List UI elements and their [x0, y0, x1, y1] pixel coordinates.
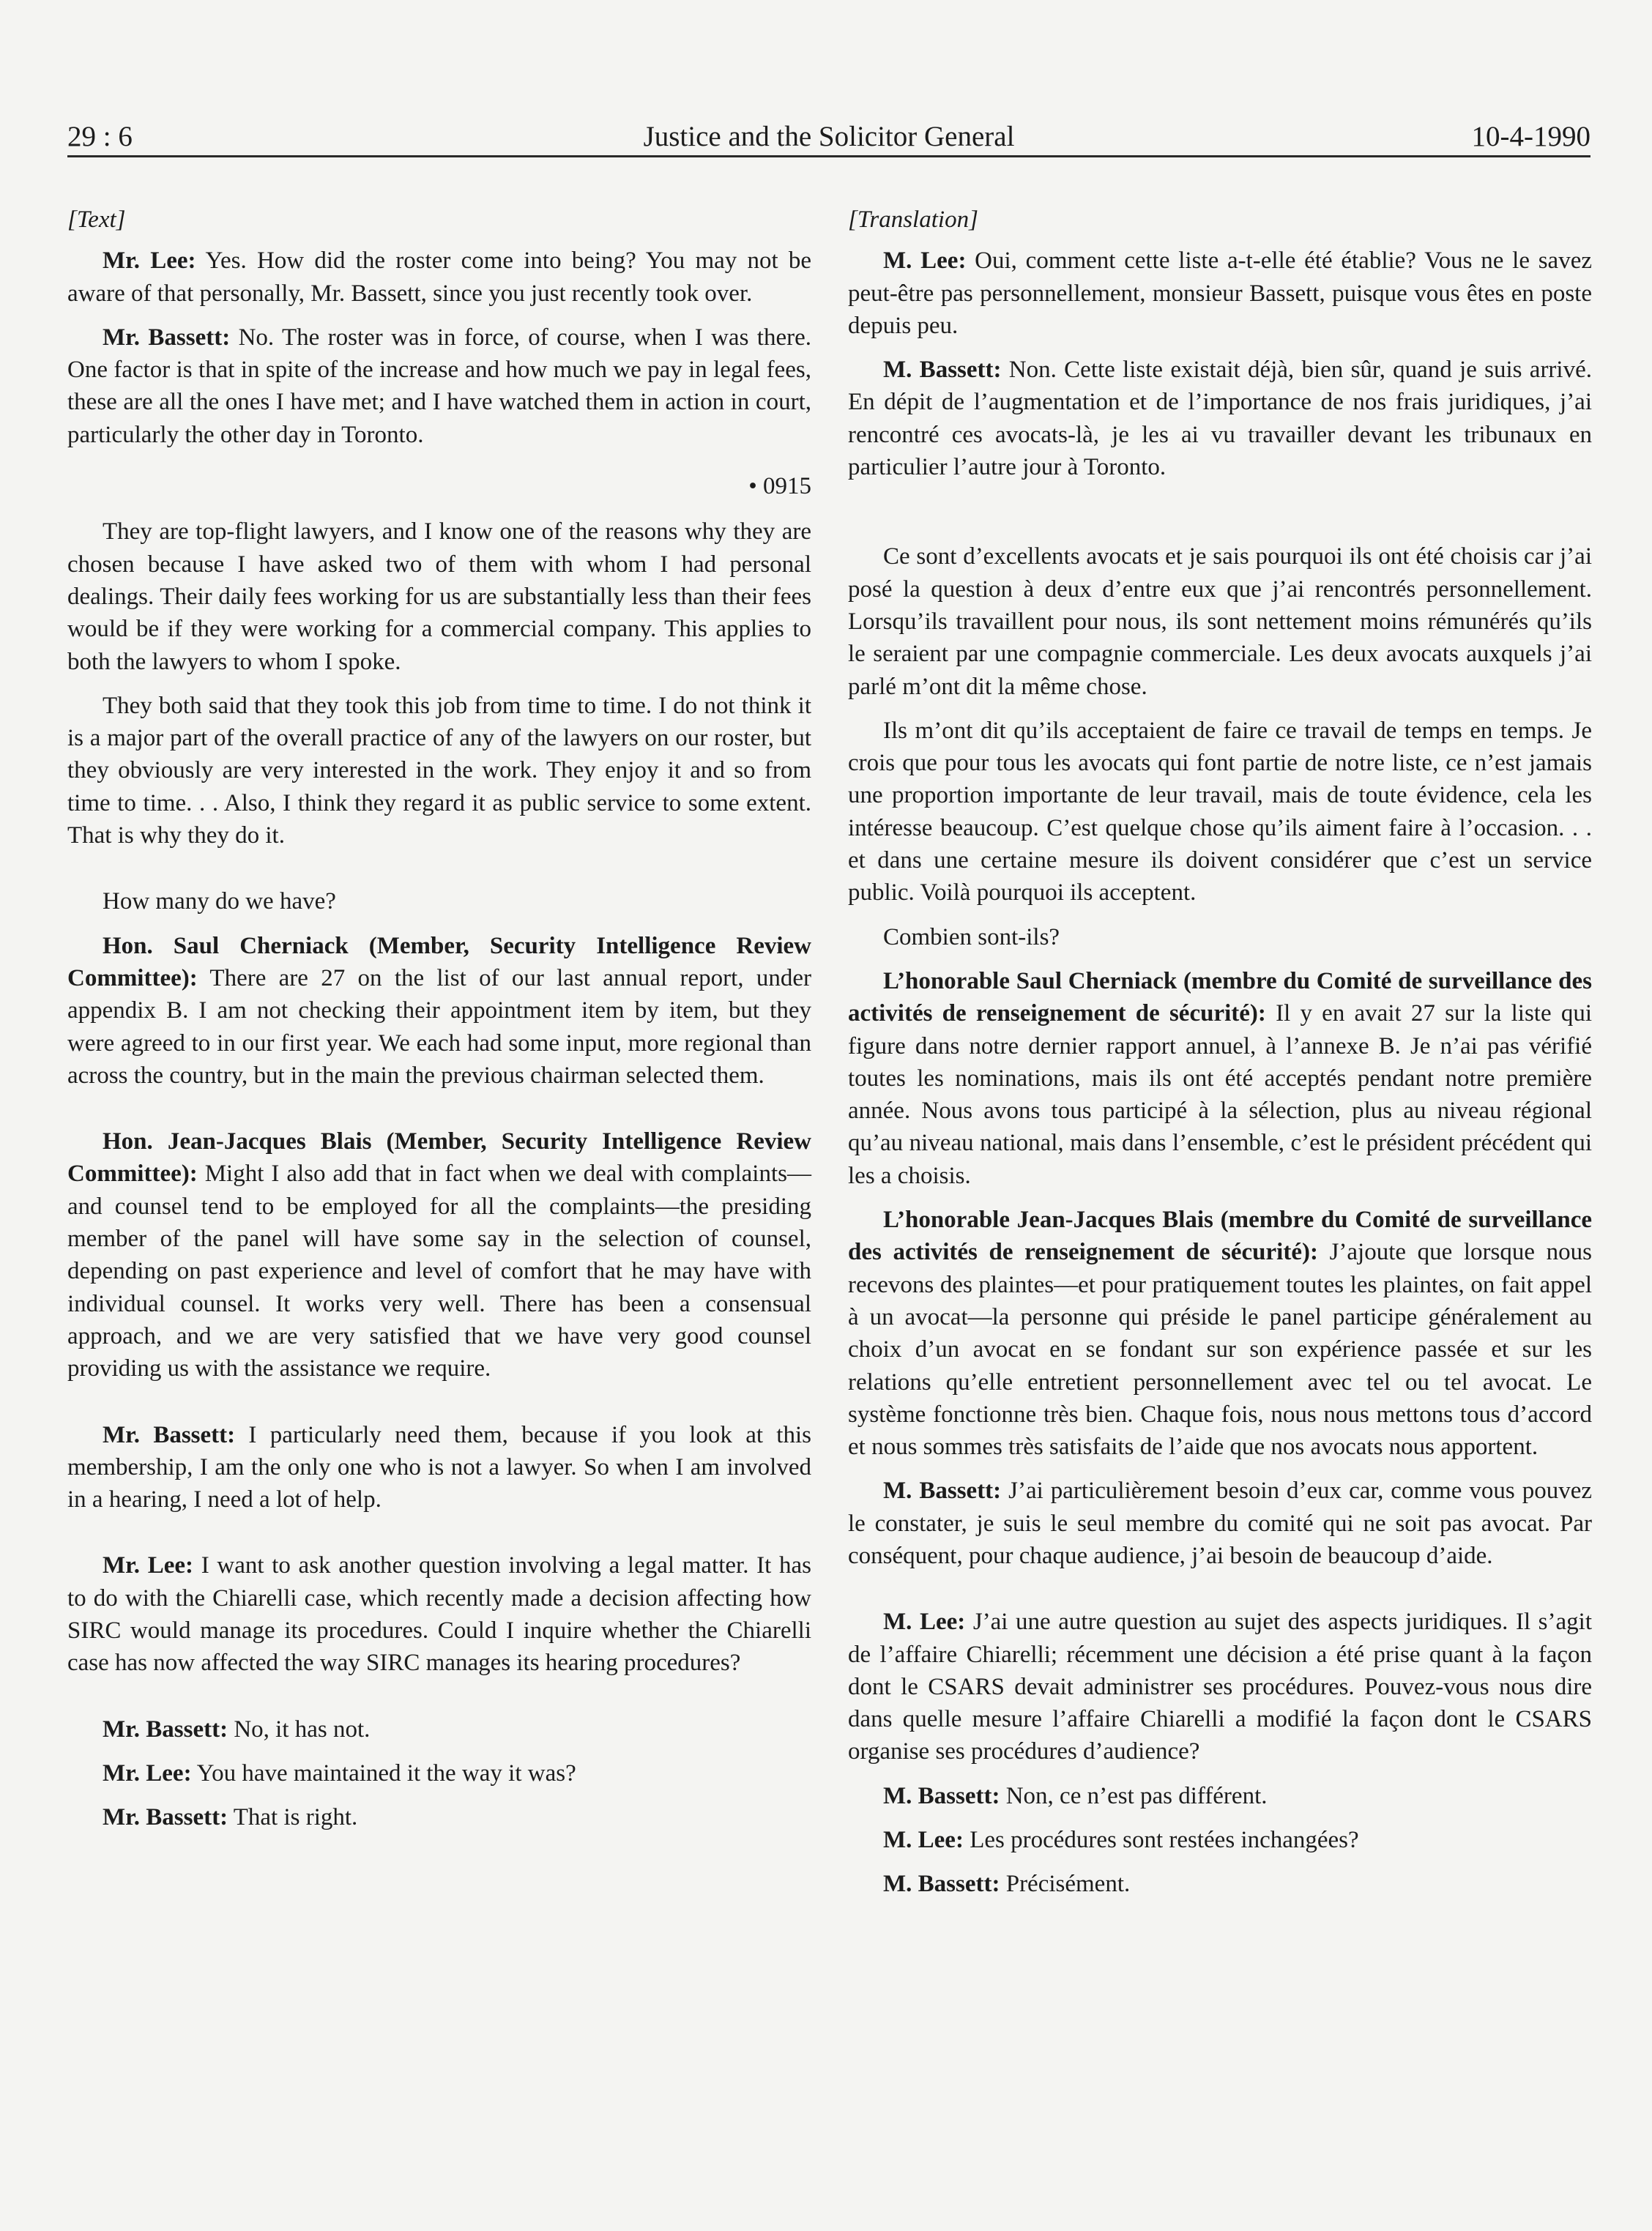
- speaker-name: Hon. Jean-Jacques Blais (Member, Security Intelligence Review Committee):: [67, 1128, 811, 1188]
- paragraph: [848, 921, 1592, 953]
- speaker-name: Mr. Bassett:: [103, 1804, 228, 1831]
- paragraph: [848, 354, 1592, 483]
- speaker-name: L’honorable Jean-Jacques Blais (membre du Comité de surveillance des activités de renseignement de sécurité):: [848, 1207, 1592, 1266]
- paragraph-text: Il y en avait 27 sur la liste qui figure dans notre dernier rapport annuel, à l’annexe B. Je n’ai pas vérifié toutes les nominations, mais ils ont été acceptés pendant notre première année. Nous avons tous participé à la sélection, plus au niveau régional qu’au niveau national, mais dans l’ensemble, c’est le président précédent qui les a choisis.: [848, 1000, 1592, 1189]
- speaker-name: M. Bassett:: [883, 357, 1002, 384]
- paragraph: [67, 1125, 811, 1385]
- paragraph: [67, 1549, 811, 1679]
- paragraph-text: They are top-flight lawyers, and I know one of the reasons why they are chosen because I have asked two of them with whom I had personal dealings. Their daily fees working for us are substantially less than their fees would be if they were working for a commercial company. This applies to both the lawyers to whom I spoke.: [67, 518, 811, 675]
- speaker-name: M. Bassett:: [883, 1782, 1000, 1809]
- paragraph: [848, 715, 1592, 909]
- paragraph-text: Yes. How did the roster come into being? You may not be aware of that personally, Mr. Bassett, since you just recently took over.: [67, 247, 811, 307]
- french-column: [848, 204, 1592, 1912]
- paragraph: [848, 1824, 1592, 1856]
- paragraph: [848, 1204, 1592, 1463]
- paragraph: [67, 321, 811, 451]
- paragraph-text: I particularly need them, because if you look at this membership, I am the only one who is not a lawyer. So when I am involved in a hearing, I need a lot of help.: [67, 1421, 811, 1513]
- paragraph-text: No, it has not.: [228, 1716, 371, 1743]
- speaker-name: Mr. Lee:: [103, 1552, 193, 1579]
- section-tag: [Translation]: [848, 206, 978, 233]
- paragraph-text: Combien sont-ils?: [883, 923, 1060, 950]
- speaker-name: M. Bassett:: [883, 1871, 1000, 1898]
- time-marker: • 0915: [748, 473, 811, 500]
- paragraph: [848, 1780, 1592, 1812]
- speaker-name: Mr. Lee:: [103, 247, 196, 275]
- paragraph-text: There are 27 on the list of our last annual report, under appendix B. I am not checking their appointment item by item, but they were agreed to in our first year. We each had some input, more regional than across the country, but in the main the previous chairman selected them.: [67, 964, 811, 1089]
- paragraph-text: J’ai une autre question au sujet des aspects juridiques. Il s’agit de l’affaire Chiarelli; récemment une décision a été prise quant à la façon dont le CSARS devait administrer ses procédures. Pouvez-vous nous dire dans quelle mesure l’affaire Chiarelli a modifié la façon dont le CSARS organise ses procédures d’audience?: [848, 1609, 1592, 1765]
- paragraph: [67, 1713, 811, 1746]
- paragraph: [67, 690, 811, 852]
- speaker-name: M. Lee:: [883, 1609, 966, 1636]
- speaker-name: Mr. Bassett:: [103, 324, 231, 351]
- speaker-name: L’honorable Saul Cherniack (membre du Comité de surveillance des activités de renseignement de sécurité):: [848, 967, 1592, 1027]
- paragraph: [848, 1606, 1592, 1768]
- paragraph: [67, 245, 811, 310]
- paragraph-text: I want to ask another question involving a legal matter. It has to do with the Chiarelli case, which recently made a decision affecting how SIRC would manage its procedures. Could I inquire whether the Chiarelli case has now affected the way SIRC manages its hearing procedures?: [67, 1552, 811, 1677]
- speaker-name: Mr. Bassett:: [103, 1716, 228, 1743]
- paragraph-text: You have maintained it the way it was?: [191, 1759, 576, 1787]
- paragraph: [848, 965, 1592, 1192]
- paragraph-text: Oui, comment cette liste a-t-elle été établie? Vous ne le savez peut-être pas personnellement, monsieur Bassett, puisque vous êtes en poste depuis peu.: [848, 247, 1592, 339]
- paragraph: [67, 1801, 811, 1833]
- paragraph: [67, 1757, 811, 1789]
- paragraph: [848, 1475, 1592, 1572]
- paragraph-text: J’ajoute que lorsque nous recevons des plaintes—et pour pratiquement toutes les plaintes, on fait appel à un avocat—la personne qui préside le panel participe généralement au choix d’un avocat en se fondant sur son expérience passée et sur les relations qu’elle entretient personnellement avec tel ou tel avocat. Le système fonctionne très bien. Chaque fois, nous nous mettons tous d’accord et nous sommes très satisfaits de l’aide que nos avocats nous apportent.: [848, 1239, 1592, 1461]
- paragraph: [67, 930, 811, 1092]
- speaker-name: Mr. Lee:: [103, 1759, 192, 1787]
- speaker-name: Mr. Bassett:: [103, 1421, 236, 1448]
- paragraph: [848, 245, 1592, 342]
- paragraph: [67, 515, 811, 677]
- paragraph-text: Might I also add that in fact when we deal with complaints—and counsel tend to be employed for all the complaints—the presiding member of the panel will have some say in the selection of counsel, depending on past experience and level of comfort that he may have with individual counsel. It works very well. There has been a consensual approach, and we are very satisfied that we have very good counsel providing us with the assistance we require.: [67, 1161, 811, 1382]
- paragraph-text: That is right.: [228, 1804, 358, 1831]
- paragraph-text: Ce sont d’excellents avocats et je sais pourquoi ils ont été choisis car j’ai posé la question à deux d’entre eux que j’ai rencontrés personnellement. Lorsqu’ils travaillent pour nous, ils sont nettement moins rémunérés qu’ils le seraient par une compagnie commerciale. Les deux avocats auxquels j’ai parlé m’ont dit la même chose.: [848, 543, 1592, 700]
- paragraph-text: Précisément.: [1000, 1871, 1131, 1898]
- speaker-name: M. Lee:: [883, 247, 967, 275]
- paragraph: [848, 1868, 1592, 1900]
- paragraph: [848, 540, 1592, 702]
- paragraph: [67, 885, 811, 917]
- paragraph-text: Non, ce n’est pas différent.: [1000, 1782, 1268, 1809]
- paragraph-text: How many do we have?: [103, 888, 336, 915]
- page-header: [67, 117, 1590, 157]
- section-tag: [Text]: [67, 206, 126, 233]
- paragraph-text: J’ai particulièrement besoin d’eux car, comme vous pouvez le constater, je suis le seul membre du comité qui ne soit pas avocat. Par conséquent, pour chaque audience, j’ai besoin de beaucoup d’aide.: [848, 1478, 1592, 1569]
- paragraph-text: They both said that they took this job from time to time. I do not think it is a major part of the overall practice of any of the lawyers on our roster, but they obviously are very interested in the work. They enjoy it and so from time to time. . . Also, I think they regard it as public service to some extent. That is why they do it.: [67, 692, 811, 849]
- paragraph: [67, 1419, 811, 1516]
- page-date: 10-4-1990: [1471, 121, 1590, 152]
- speaker-name: M. Lee:: [883, 1827, 964, 1854]
- speaker-name: Hon. Saul Cherniack (Member, Security Intelligence Review Committee):: [67, 932, 811, 991]
- paragraph-text: Non. Cette liste existait déjà, bien sûr, quand je suis arrivé. En dépit de l’augmentation et de l’importance de nos frais juridiques, j’ai rencontré ces avocats-là, je les ai vu travailler devant les tribunaux en particulier l’autre jour à Toronto.: [848, 357, 1592, 481]
- page-number: 29 : 6: [67, 121, 133, 152]
- paragraph-text: Les procédures sont restées inchangées?: [963, 1827, 1359, 1854]
- paragraph-text: Ils m’ont dit qu’ils acceptaient de faire ce travail de temps en temps. Je crois que pour tous les avocats qui font partie de notre liste, ce n’est jamais une proportion importante de leur travail, mais de toute évidence, cela les intéresse beaucoup. C’est quelque chose qu’ils aiment faire à l’occasion. . . et dans une certaine mesure ils doivent considérer que c’est un service public. Voilà pourquoi ils acceptent.: [848, 717, 1592, 906]
- speaker-name: M. Bassett:: [883, 1478, 1002, 1505]
- english-column: [67, 204, 811, 1845]
- paragraph-text: No. The roster was in force, of course, when I was there. One factor is that in spite of the increase and how much we pay in legal fees, these are all the ones I have met; and I have watched them in action in court, particularly the other day in Toronto.: [67, 324, 811, 448]
- running-title: Justice and the Solicitor General: [643, 121, 1015, 152]
